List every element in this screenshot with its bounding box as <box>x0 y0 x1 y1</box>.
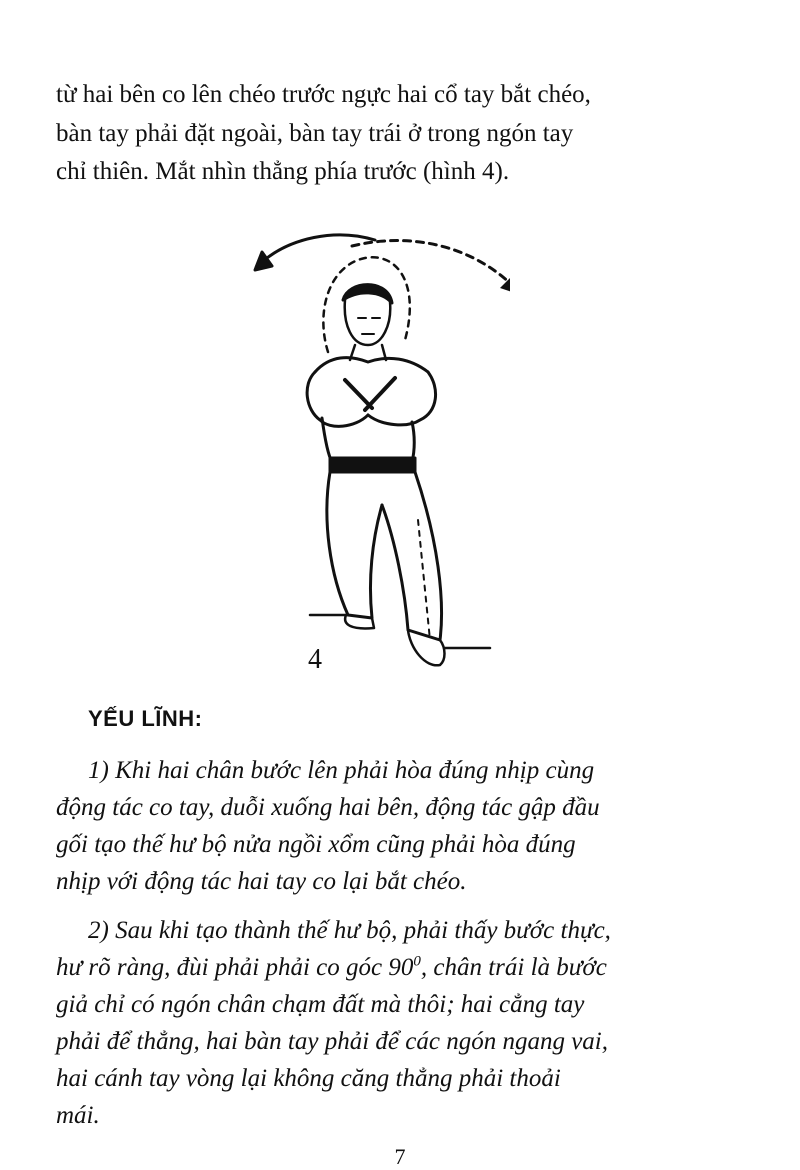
section-heading: YẾU LĨNH: <box>88 706 203 731</box>
text-line: nhịp với động tác hai tay co lại bắt chéo. <box>56 868 467 895</box>
superscript-degree: 0 <box>413 953 421 970</box>
guideline-item-1 <box>56 752 746 900</box>
intro-paragraph <box>56 76 746 192</box>
text-line: từ hai bên co lên chéo trước ngực hai cổ tay bắt chéo, <box>56 81 591 108</box>
text-fragment: , chân trái là bước <box>420 954 607 981</box>
text-line: giả chỉ có ngón chân chạm đất mà thôi; hai cẳng tay <box>56 991 585 1018</box>
guideline-item-2 <box>56 912 746 1134</box>
text-line: gối tạo thế hư bộ nửa ngồi xổm cũng phải hòa đúng <box>56 831 576 858</box>
figure-label: 4 <box>308 644 322 675</box>
page-number: 7 <box>394 1144 406 1169</box>
text-line <box>56 949 746 986</box>
text-line: động tác co tay, duỗi xuống hai bên, động tác gập đầu <box>56 794 600 821</box>
text-line: bàn tay phải đặt ngoài, bàn tay trái ở trong ngón tay <box>56 119 574 147</box>
text-line: chỉ thiên. Mắt nhìn thẳng phía trước (hình 4). <box>56 158 510 185</box>
text-line: 2) Sau khi tạo thành thế hư bộ, phải thấy bước thực, <box>88 917 611 944</box>
motion-arrow-right <box>352 241 510 285</box>
motion-arrow-left <box>262 235 375 262</box>
text-line: 1) Khi hai chân bước lên phải hòa đúng nhịp cùng <box>88 757 595 784</box>
martial-arts-stance-illustration <box>240 222 510 682</box>
text-line: phải để thẳng, hai bàn tay phải để các ngón ngang vai, <box>56 1028 609 1055</box>
text-fragment: hư rõ ràng, đùi phải phải co góc 90 <box>56 954 414 981</box>
text-line: mái. <box>56 1102 100 1129</box>
text-line: hai cánh tay vòng lại không căng thẳng phải thoải <box>56 1065 561 1092</box>
